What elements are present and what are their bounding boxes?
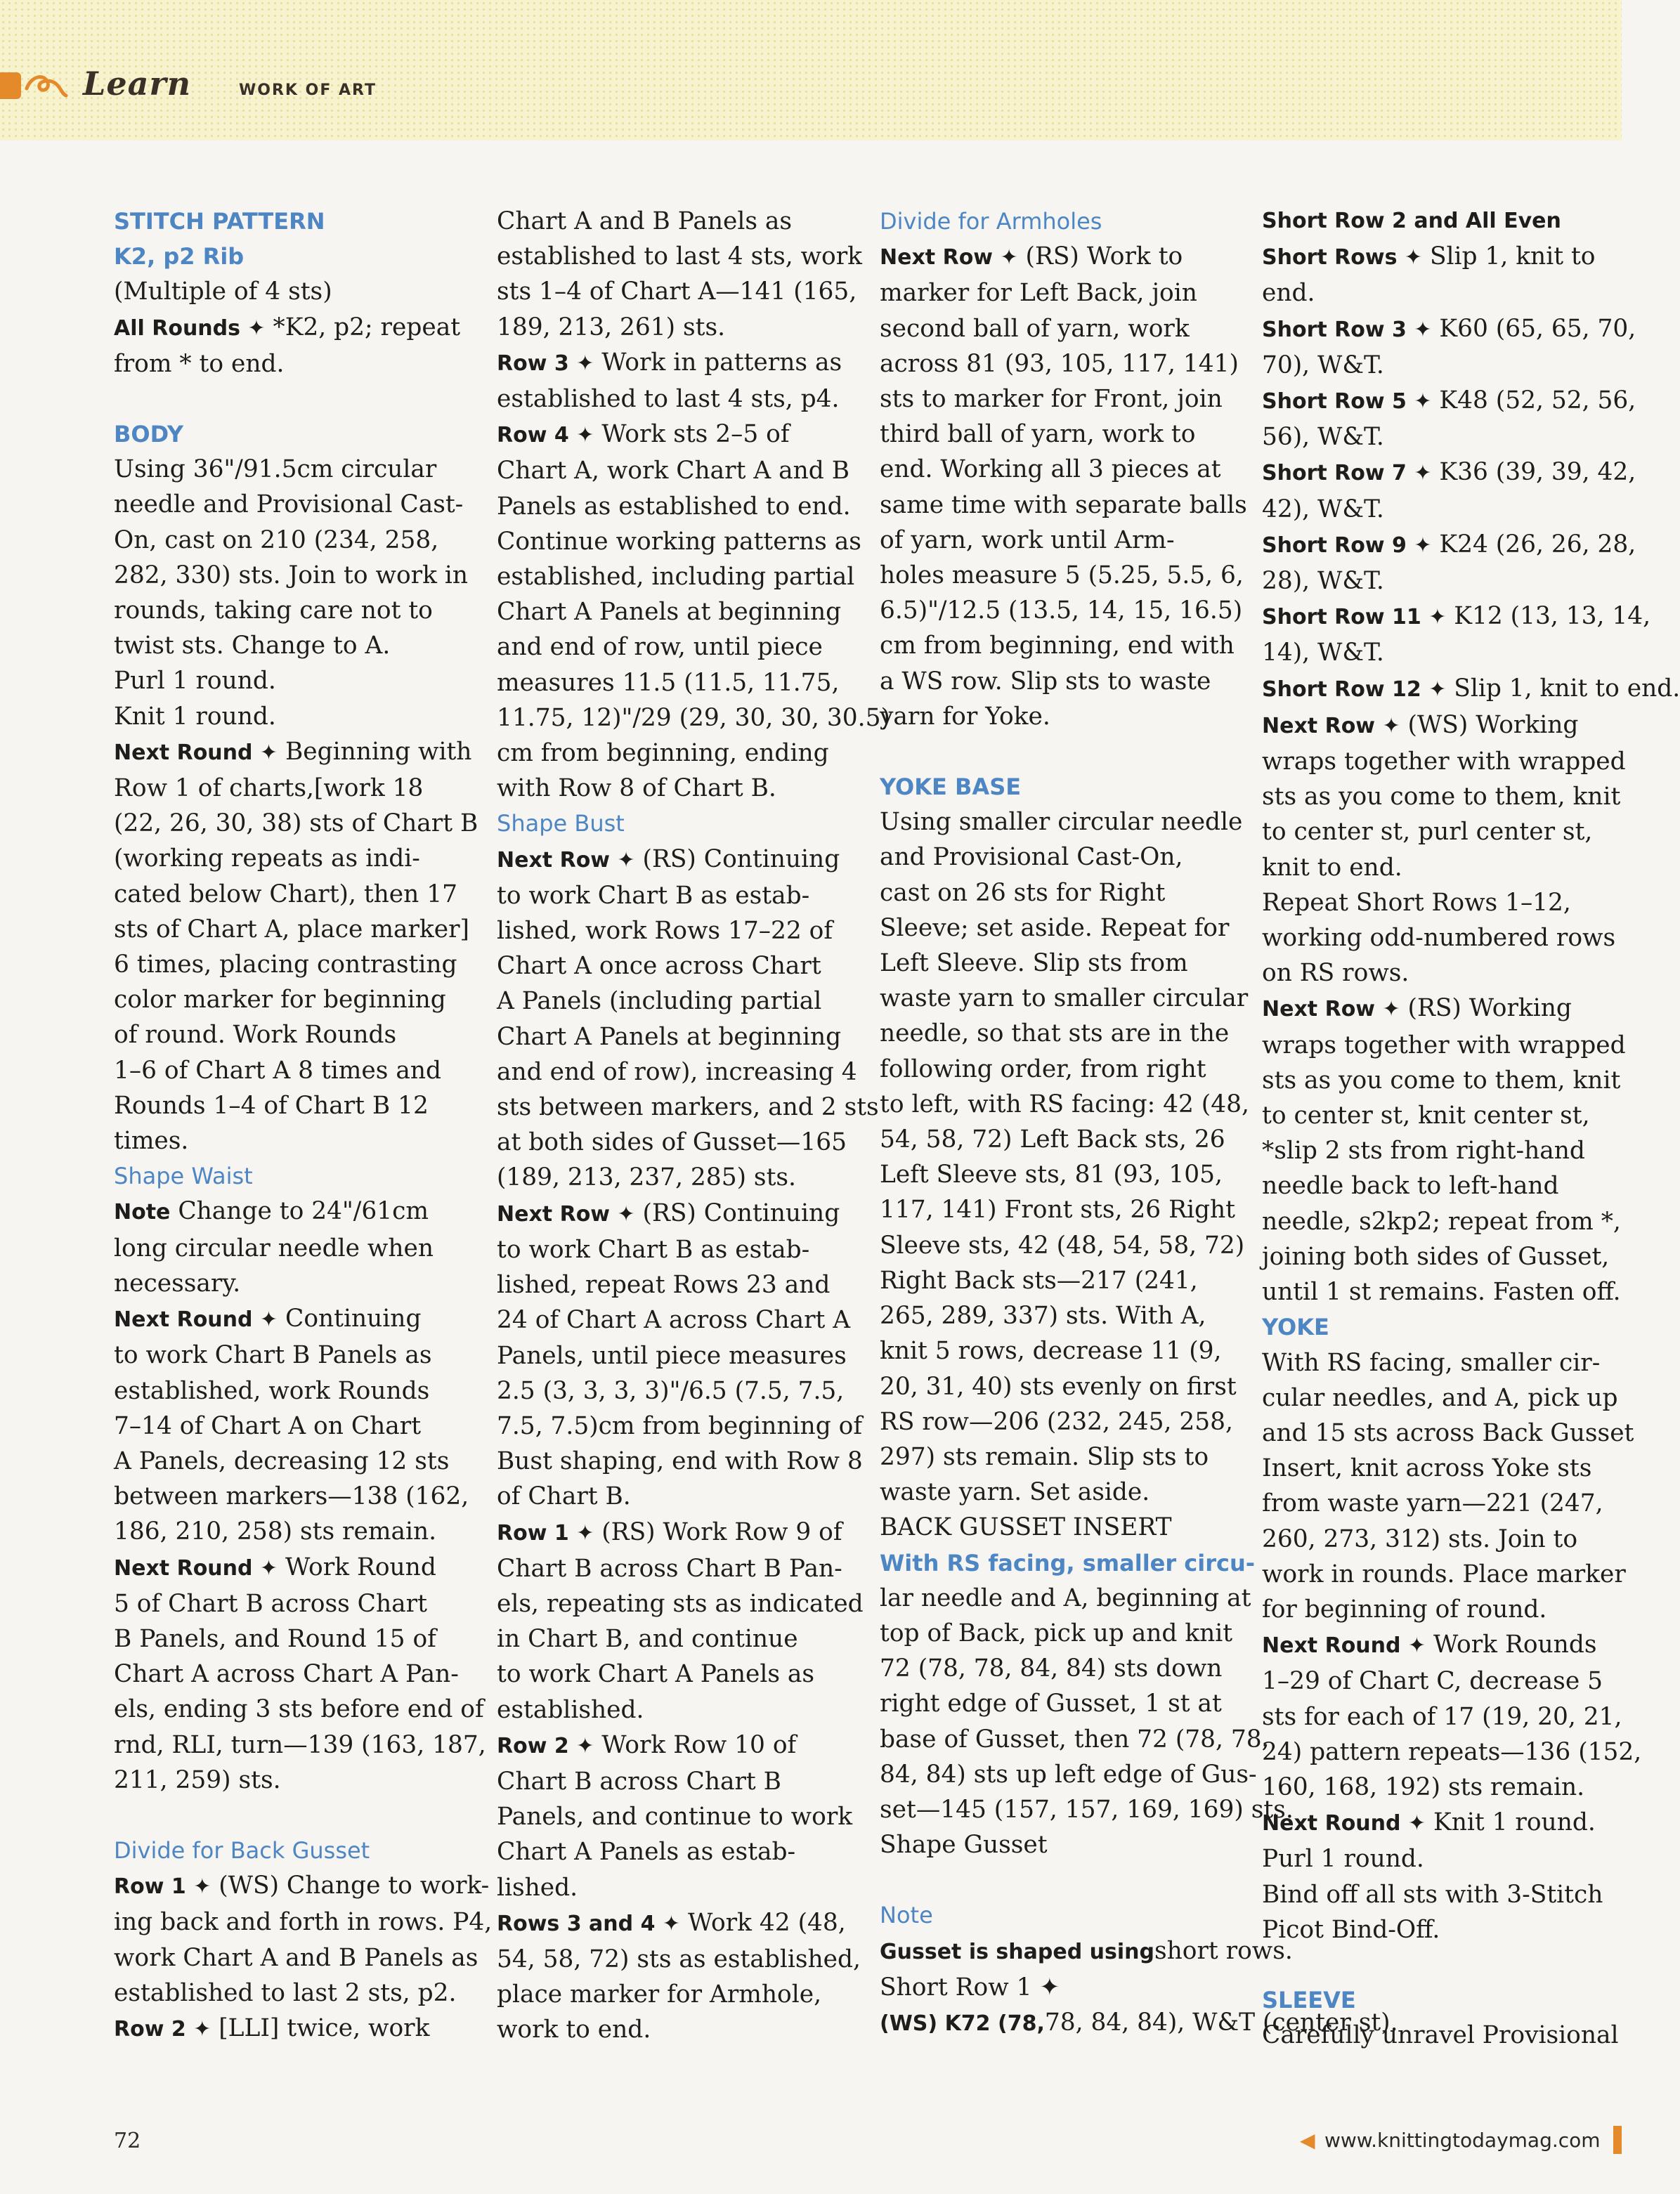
text-line	[114, 310, 472, 346]
text-line: established.	[497, 1695, 644, 1724]
text-line: work in rounds. Place marker	[1262, 1560, 1626, 1588]
text-line: measures 11.5 (11.5, 11.75,	[497, 668, 840, 697]
text-line: and 15 sts across Back Gusset	[1262, 1418, 1634, 1447]
text-line: times.	[114, 1127, 189, 1156]
text-line: same time with separate balls	[880, 490, 1247, 519]
text-line: work to end.	[497, 2016, 651, 2044]
row-text: Work Round	[278, 1553, 436, 1581]
text-line	[114, 1301, 472, 1338]
text-line: 211, 259) sts.	[114, 1765, 281, 1794]
text-line: 20, 31, 40) sts evenly on first	[880, 1372, 1237, 1401]
text-line: sts of Chart A, place marker]	[114, 915, 469, 943]
text-line: Bust shaping, end with Row 8	[497, 1447, 863, 1476]
text-line: on RS rows.	[1262, 959, 1409, 988]
text-line	[1262, 991, 1613, 1027]
text-line: second ball of yarn, work	[880, 314, 1190, 343]
text-line: Insert, knit across Yoke sts	[1262, 1454, 1592, 1483]
text-line: waste yarn. Set aside.	[880, 1478, 1150, 1507]
text-line: rounds, taking care not to	[114, 596, 433, 625]
row-text: Beginning with	[278, 737, 472, 766]
row-label: Row 2 ✦	[497, 1733, 594, 1758]
text-line: 2.5 (3, 3, 3, 3)"/6.5 (7.5, 7.5,	[497, 1376, 845, 1405]
heading-stitch-pattern: STITCH PATTERN	[114, 208, 325, 235]
text-line	[1262, 671, 1680, 707]
text-line: Panels, and continue to work	[497, 1803, 853, 1831]
text-line: els, ending 3 sts before end of	[114, 1695, 484, 1724]
row-label: Short Rows ✦	[1262, 245, 1423, 270]
heading-body: BODY	[114, 421, 183, 448]
text-line: BACK GUSSET INSERT	[880, 1513, 1172, 1542]
heading-shape-gusset: Note	[880, 1902, 933, 1929]
row-label: Next Row ✦	[497, 1201, 635, 1227]
text-line: 24 of Chart A across Chart A	[497, 1306, 851, 1335]
text-line: to work Chart A Panels as	[497, 1660, 815, 1689]
row-label: Row 1 ✦	[497, 1520, 594, 1546]
text-line: between markers—138 (162,	[114, 1482, 469, 1511]
text-line: Using 36"/91.5cm circular	[114, 455, 437, 484]
text-line: Short Row 1 ✦	[880, 1973, 1060, 2002]
text-line: On, cast on 210 (234, 258,	[114, 525, 439, 554]
text-line: Carefully unravel Provisional	[1262, 2021, 1619, 2050]
header-band	[0, 0, 1622, 141]
heading-divide-back-gusset: Divide for Back Gusset	[114, 1836, 370, 1864]
row-label: Gusset is shaped using	[880, 1939, 1154, 1964]
text-line: needle, so that sts are in the	[880, 1019, 1230, 1048]
page-number: 72	[114, 2129, 141, 2153]
text-line	[497, 1905, 855, 1942]
text-line: waste yarn to smaller circular	[880, 984, 1249, 1013]
row-label: Next Row ✦	[1262, 713, 1400, 738]
text-line: sts as you come to them, knit	[1262, 783, 1621, 811]
text-line: Chart A once across Chart	[497, 952, 821, 981]
text-line: needle, s2kp2; repeat from *,	[1262, 1207, 1621, 1236]
text-line: for beginning of round.	[1262, 1595, 1547, 1624]
text-line: cm from beginning, end with	[880, 632, 1235, 660]
text-line: Chart A, work Chart A and B	[497, 457, 850, 485]
text-line: to left, with RS facing: 42 (48,	[880, 1090, 1249, 1118]
text-line: third ball of yarn, work to	[880, 420, 1196, 449]
text-line: Left Sleeve. Slip sts from	[880, 949, 1188, 978]
text-line: Bind off all sts with 3-Stitch	[1262, 1880, 1603, 1909]
text-line: (working repeats as indi-	[114, 844, 420, 873]
text-line: Chart B across Chart B Pan-	[497, 1554, 842, 1583]
row-label: Row 1 ✦	[114, 1874, 211, 1900]
text-column-4	[1262, 204, 1680, 2053]
row-label: Next Row ✦	[880, 245, 1018, 270]
text-line: at both sides of Gusset—165	[497, 1128, 847, 1157]
text-line: yarn for Yoke.	[880, 702, 1050, 731]
row-label: Next Row ✦	[497, 847, 635, 873]
header-tab	[0, 72, 21, 99]
row-text: (RS) Continuing	[634, 844, 840, 873]
row-text: short rows.	[1154, 1936, 1293, 1965]
text-line: working odd-numbered rows	[1262, 924, 1616, 953]
text-line: (Multiple of 4 sts)	[114, 277, 332, 306]
row-label: Short Row 7 ✦	[1262, 461, 1432, 486]
row-text: Work sts 2–5 of	[594, 420, 790, 449]
text-line: of yarn, work until Arm-	[880, 525, 1175, 554]
text-line: established, including partial	[497, 563, 855, 592]
text-line: lished.	[497, 1873, 578, 1902]
text-line: 84, 84) sts up left edge of Gus-	[880, 1760, 1257, 1789]
text-line: from waste yarn—221 (247,	[1262, 1489, 1603, 1518]
footer-url: www.knittingtodaymag.com	[1324, 2129, 1601, 2152]
text-line: Shape Gusset	[880, 1831, 1048, 1860]
text-line: a WS row. Slip sts to waste	[880, 667, 1211, 696]
text-line: end.	[1262, 279, 1315, 308]
text-line: Chart A Panels as estab-	[497, 1838, 796, 1867]
text-line: els, repeating sts as indicated	[497, 1589, 864, 1618]
text-line	[497, 1196, 855, 1232]
text-line: Continue working patterns as	[497, 527, 861, 556]
swirl-icon	[24, 67, 69, 103]
row-text: [LLI] twice, work	[211, 2013, 430, 2042]
text-line: 24) pattern repeats—136 (152,	[1262, 1737, 1642, 1766]
text-line: sts to marker for Front, join	[880, 385, 1223, 414]
text-line: lished, work Rows 17–22 of	[497, 917, 833, 946]
text-line: 1–6 of Chart A 8 times and	[114, 1056, 442, 1085]
text-line: Chart A and B Panels as	[497, 207, 793, 235]
row-label: Next Row ✦	[1262, 997, 1400, 1022]
text-line: set—145 (157, 157, 169, 169) sts.	[880, 1795, 1294, 1824]
text-line: of Chart B.	[497, 1482, 631, 1511]
row-text: (WS) Change to work-	[211, 1872, 490, 1900]
text-line: sts for each of 17 (19, 20, 21,	[1262, 1702, 1622, 1731]
text-line	[114, 1868, 490, 1905]
text-line: sts 1–4 of Chart A—141 (165,	[497, 277, 857, 306]
text-line: lar needle and A, beginning at	[880, 1584, 1251, 1612]
text-line: 260, 273, 312) sts. Join to	[1262, 1524, 1578, 1553]
text-line	[1262, 599, 1651, 635]
text-line: B Panels, and Round 15 of	[114, 1624, 436, 1653]
row-label: Short Row 11 ✦	[1262, 605, 1447, 630]
row-label: Row 4 ✦	[497, 423, 594, 448]
heading-shape-waist: Shape Waist	[114, 1163, 253, 1190]
row-text: Slip 1, knit to end.	[1446, 674, 1680, 703]
text-line: 186, 210, 258) sts remain.	[114, 1517, 437, 1546]
text-line: established, work Rounds	[114, 1376, 430, 1405]
row-label: Next Round ✦	[114, 740, 278, 765]
text-line: cast on 26 sts for Right	[880, 878, 1166, 907]
text-line: color marker for beginning	[114, 986, 446, 1014]
text-line: wraps together with wrapped	[1262, 1031, 1626, 1059]
text-line: Panels, until piece measures	[497, 1341, 847, 1370]
text-column-2	[497, 204, 890, 2048]
text-line: long circular needle when	[114, 1234, 434, 1262]
text-line: of round. Work Rounds	[114, 1021, 397, 1050]
text-line: 1–29 of Chart C, decrease 5	[1262, 1667, 1603, 1696]
text-line: A Panels (including partial	[497, 987, 822, 1016]
text-column-1	[114, 204, 493, 2047]
text-line: to center st, knit center st,	[1262, 1102, 1590, 1130]
row-text: (RS) Work Row 9 of	[594, 1517, 842, 1546]
text-line: rnd, RLI, turn—139 (163, 187,	[114, 1730, 486, 1759]
row-label: All Rounds ✦	[114, 315, 266, 341]
text-line: needle back to left-hand	[1262, 1172, 1559, 1201]
text-line: right edge of Gusset, 1 st at	[880, 1690, 1222, 1718]
text-line	[114, 1550, 472, 1586]
heading-k2p2-rib: K2, p2 Rib	[114, 243, 245, 270]
text-line	[114, 2011, 472, 2047]
text-line: knit to end.	[1262, 853, 1402, 882]
text-line: cm from beginning, ending	[497, 739, 829, 768]
text-line: Panels as established to end.	[497, 492, 851, 521]
footer-tab	[1613, 2126, 1622, 2154]
text-line: and end of row, until piece	[497, 633, 823, 662]
text-line: Purl 1 round.	[1262, 1845, 1424, 1874]
text-line: 6 times, placing contrasting	[114, 951, 457, 979]
row-label: Short Row 3 ✦	[1262, 317, 1432, 342]
text-line: Sleeve; set aside. Repeat for	[880, 913, 1230, 942]
row-label: (WS) K72 (78,	[880, 2011, 1045, 2036]
text-line	[1262, 707, 1613, 744]
text-line	[1262, 1805, 1613, 1841]
text-line: 54, 58, 72) Left Back sts, 26	[880, 1125, 1225, 1154]
heading-sleeve: SLEEVE	[1262, 1986, 1356, 2013]
text-line	[1262, 239, 1613, 275]
text-line: from * to end.	[114, 349, 285, 378]
text-line: (22, 26, 30, 38) sts of Chart B	[114, 809, 478, 838]
text-line: and Provisional Cast-On,	[880, 843, 1183, 872]
row-label: Next Round ✦	[114, 1555, 278, 1581]
row-text: Continuing	[278, 1305, 422, 1333]
text-line: Rounds 1–4 of Chart B 12	[114, 1091, 429, 1120]
section-label: WORK OF ART	[239, 81, 377, 99]
text-line	[497, 1728, 855, 1764]
text-line: established to last 4 sts, p4.	[497, 385, 840, 414]
row-text: *K2, p2; repeat	[265, 313, 461, 341]
row-label: Next Round ✦	[1262, 1633, 1426, 1659]
text-line: established to last 2 sts, p2.	[114, 1978, 457, 2007]
text-line	[1262, 311, 1636, 348]
row-text: Change to 24"/61cm	[170, 1197, 429, 1226]
row-label: Next Round ✦	[1262, 1811, 1426, 1836]
text-line: sts as you come to them, knit	[1262, 1066, 1621, 1095]
text-line: 7–14 of Chart A on Chart	[114, 1411, 422, 1440]
text-line: lished, repeat Rows 23 and	[497, 1271, 831, 1300]
row-text: 78, 84, 84), W&T (center st).	[1044, 2008, 1398, 2037]
text-line: to work Chart B Panels as	[114, 1341, 432, 1370]
text-line: and end of row), increasing 4	[497, 1057, 857, 1086]
text-line: RS row—206 (232, 245, 258,	[880, 1407, 1233, 1436]
text-line: needle and Provisional Cast-	[114, 490, 464, 519]
text-line: *slip 2 sts from right-hand	[1262, 1137, 1585, 1165]
text-line: to center st, purl center st,	[1262, 818, 1593, 847]
text-line: in Chart B, and continue	[497, 1625, 798, 1654]
text-line: twist sts. Change to A.	[114, 632, 391, 660]
text-line: Chart B across Chart B	[497, 1767, 781, 1796]
text-line	[880, 1933, 1293, 1970]
text-line	[114, 1194, 472, 1230]
text-line: 297) sts remain. Slip sts to	[880, 1442, 1209, 1471]
heading-back-gusset-insert: With RS facing, smaller circu-	[880, 1549, 1256, 1576]
row-label: Short Row 2 and All Even	[1262, 209, 1561, 233]
heading-yoke-base: YOKE BASE	[880, 773, 1022, 801]
text-line: 28), W&T.	[1262, 567, 1384, 596]
text-line: Repeat Short Rows 1–12,	[1262, 888, 1571, 917]
learn-heading: Learn	[83, 65, 192, 103]
text-line: With RS facing, smaller cir-	[1262, 1348, 1601, 1377]
text-line: 7.5, 7.5)cm from beginning of	[497, 1411, 863, 1440]
row-text: Work Row 10 of	[594, 1730, 797, 1759]
text-line: 56), W&T.	[1262, 423, 1384, 452]
text-line: 54, 58, 72) sts as established,	[497, 1945, 861, 1973]
row-label: Row 2 ✦	[114, 2016, 211, 2042]
text-line: 6.5)"/12.5 (13.5, 14, 15, 16.5)	[880, 596, 1243, 625]
text-line	[1262, 527, 1636, 563]
row-label: Rows 3 and 4 ✦	[497, 1911, 681, 1936]
text-line: Purl 1 round.	[114, 667, 276, 696]
row-text: Work Rounds	[1426, 1631, 1597, 1659]
text-line: 11.75, 12)"/29 (29, 30, 30, 30.5)	[497, 703, 890, 732]
row-text: K60 (65, 65, 70,	[1431, 314, 1636, 343]
text-line: A Panels, decreasing 12 sts	[114, 1447, 450, 1475]
text-line: end. Working all 3 pieces at	[880, 455, 1221, 484]
text-line: 5 of Chart B across Chart	[114, 1589, 427, 1618]
text-line: Picot Bind-Off.	[1262, 1915, 1440, 1944]
row-text: (RS) Working	[1400, 994, 1572, 1023]
text-line: 189, 213, 261) sts.	[497, 313, 726, 341]
text-line: to work Chart B as estab-	[497, 1235, 810, 1264]
text-line	[880, 239, 1238, 275]
text-line	[1262, 455, 1636, 491]
row-text: Work in patterns as	[594, 348, 842, 377]
text-line: established to last 4 sts, work	[497, 242, 863, 271]
text-line: 265, 289, 337) sts. With A,	[880, 1302, 1206, 1331]
text-line	[497, 1515, 855, 1551]
row-label: Note	[114, 1200, 171, 1225]
text-line: marker for Left Back, join	[880, 279, 1197, 308]
text-line: 72 (78, 78, 84, 84) sts down	[880, 1654, 1223, 1683]
text-line: Right Back sts—217 (241,	[880, 1266, 1198, 1295]
row-text: Knit 1 round.	[1426, 1808, 1596, 1837]
text-line: 117, 141) Front sts, 26 Right	[880, 1196, 1235, 1225]
text-line: following order, from right	[880, 1054, 1206, 1083]
heading-yoke: YOKE	[1262, 1314, 1329, 1341]
row-text: Slip 1, knit to	[1422, 242, 1596, 271]
row-text: Work 42 (48,	[680, 1908, 846, 1937]
row-text: (WS) Working	[1400, 710, 1579, 739]
text-line: across 81 (93, 105, 117, 141)	[880, 349, 1239, 378]
row-label: Short Row 9 ✦	[1262, 533, 1432, 558]
row-text: (RS) Continuing	[634, 1199, 840, 1227]
text-line: knit 5 rows, decrease 11 (9,	[880, 1337, 1222, 1366]
text-line: 282, 330) sts. Join to work in	[114, 561, 469, 589]
text-line: 42), W&T.	[1262, 495, 1384, 523]
text-line: Chart A across Chart A Pan-	[114, 1660, 459, 1689]
row-label: Next Round ✦	[114, 1307, 278, 1333]
text-line: 14), W&T.	[1262, 639, 1384, 667]
text-line: until 1 st remains. Fasten off.	[1262, 1278, 1621, 1307]
text-line: Chart A Panels at beginning	[497, 1022, 842, 1051]
text-line: holes measure 5 (5.25, 5.5, 6,	[880, 561, 1244, 590]
row-label: Short Row 12 ✦	[1262, 677, 1447, 702]
text-line	[1262, 1627, 1613, 1664]
text-line: cated below Chart), then 17	[114, 880, 457, 908]
text-line: ing back and forth in rows. P4,	[114, 1908, 493, 1937]
text-line: sts between markers, and 2 sts	[497, 1093, 879, 1122]
text-line: (189, 213, 237, 285) sts.	[497, 1163, 796, 1192]
heading-divide-armholes: Divide for Armholes	[880, 208, 1102, 235]
row-label: Row 3 ✦	[497, 351, 594, 376]
row-text: K24 (26, 26, 28,	[1431, 530, 1636, 559]
row-text: K36 (39, 39, 42,	[1431, 458, 1636, 487]
text-line: to work Chart B as estab-	[497, 881, 810, 910]
text-line: 70), W&T.	[1262, 351, 1384, 379]
text-line	[497, 417, 855, 453]
text-line: wraps together with wrapped	[1262, 747, 1626, 776]
text-line	[114, 734, 472, 771]
row-text: (RS) Work to	[1017, 242, 1183, 271]
text-line: cular needles, and A, pick up	[1262, 1383, 1618, 1412]
text-line: necessary.	[114, 1269, 241, 1298]
text-line: top of Back, pick up and knit	[880, 1619, 1233, 1647]
text-line	[497, 345, 855, 381]
text-line	[1262, 383, 1636, 419]
text-line: with Row 8 of Chart B.	[497, 774, 776, 803]
text-line: Sleeve sts, 42 (48, 54, 58, 72)	[880, 1231, 1245, 1260]
row-text: K12 (13, 13, 14,	[1446, 602, 1651, 631]
text-line: 160, 168, 192) sts remain.	[1262, 1772, 1585, 1801]
text-line	[497, 842, 855, 878]
row-text: K48 (52, 52, 56,	[1431, 386, 1636, 415]
row-label: Short Row 5 ✦	[1262, 389, 1432, 414]
text-line: place marker for Armhole,	[497, 1980, 822, 2009]
text-line: Row 1 of charts,[work 18	[114, 774, 424, 803]
arrow-icon: ◀	[1300, 2129, 1315, 2152]
text-line: joining both sides of Gusset,	[1262, 1242, 1610, 1271]
heading-shape-bust: Shape Bust	[497, 810, 625, 837]
text-line: Using smaller circular needle	[880, 808, 1243, 837]
text-line: Knit 1 round.	[114, 702, 276, 731]
text-line	[880, 2005, 1398, 2042]
text-line: work Chart A and B Panels as	[114, 1943, 478, 1972]
text-line: base of Gusset, then 72 (78, 78,	[880, 1725, 1270, 1754]
text-line: Left Sleeve sts, 81 (93, 105,	[880, 1161, 1223, 1189]
text-line: Chart A Panels at beginning	[497, 598, 842, 627]
